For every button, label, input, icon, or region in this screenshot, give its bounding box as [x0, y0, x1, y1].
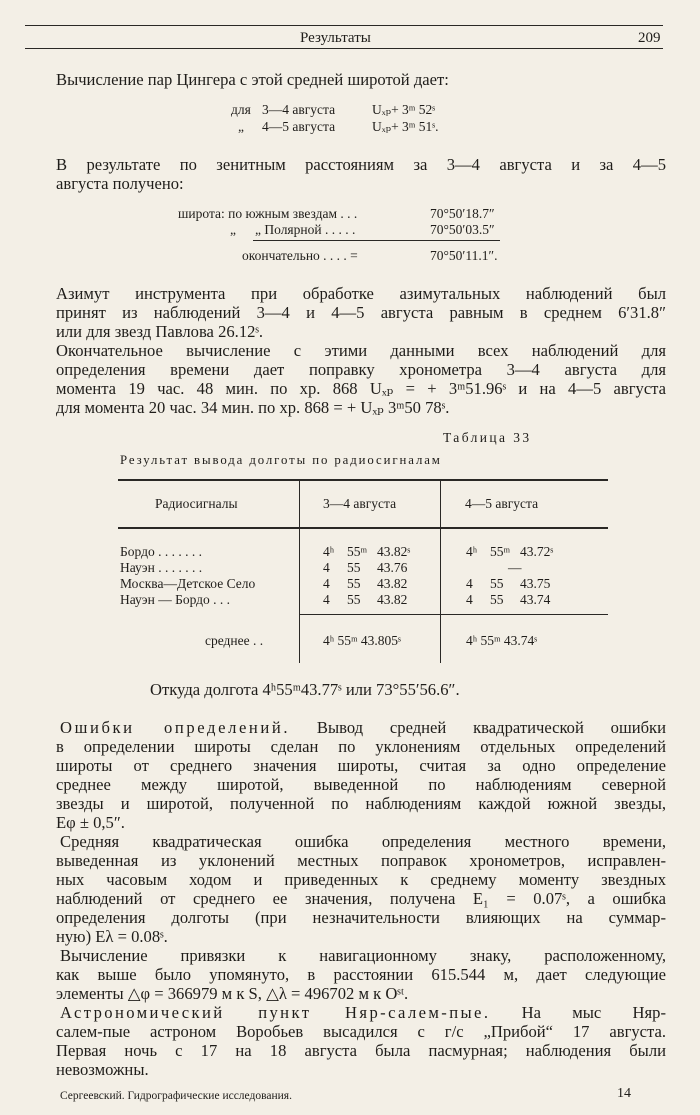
latitude-row-2-value: 70°50′03.5″ — [430, 222, 495, 237]
paragraph-errors-line-5: звезды и широтой, полученной по наблюдениям каждой южной звезды, — [56, 794, 666, 813]
table-row-1-name: Бордо . . . . . . . — [120, 544, 202, 559]
table-row-4-c1-h: 4 — [323, 592, 330, 607]
table-row-3-c1-m: 55 — [347, 576, 361, 591]
table-header-rule — [118, 527, 608, 529]
longitude-result: Откуда долгота 4ʰ55ᵐ43.77ˢ или 73°55′56.6″. — [150, 680, 460, 699]
table-row-3-c1-h: 4 — [323, 576, 330, 591]
paragraph-final-calc-line-1: Окончательное вычисление с этими данными всех наблюдений для — [56, 341, 666, 360]
paragraph-time-error-line-6: ную) Eλ = 0.08ˢ. — [56, 927, 168, 946]
table-mean-rule — [299, 614, 608, 615]
station-heading: Астрономический пункт Няр-салем-пые. — [60, 1003, 491, 1022]
table-row-1-c2-s: 43.72ˢ — [520, 544, 554, 559]
table-row-1-c1-h: 4ʰ — [323, 544, 335, 559]
paragraph-final-calc-line-3: момента 19 час. 48 мин. по хр. 868 Uₓₚ = + 3ᵐ51.96ˢ и на 4—5 августа — [56, 379, 666, 398]
zinger-row-2-prefix: „ — [238, 119, 244, 134]
paragraph-errors-line-2: в определении широты сделан по уклонениям отдельных определений — [56, 737, 666, 756]
zinger-row-1-dates: 3—4 августа — [262, 102, 336, 117]
paragraph-binding-line-3: элементы △φ = 366979 м к S, △λ = 496702 м к Oˢᵗ. — [56, 984, 409, 1003]
paragraph-time-error-line-1: Средняя квадратическая ошибка определения местного времени, — [60, 832, 666, 851]
table-row-2-c1-h: 4 — [323, 560, 330, 575]
paragraph-zinger-intro: Вычисление пар Цингера с этой средней широтой дает: — [56, 70, 449, 89]
table-mean-aug-3-4: 4ʰ 55ᵐ 43.805ˢ — [323, 633, 401, 648]
table-row-3-name: Москва—Детское Село — [120, 576, 256, 591]
latitude-final-label: окончательно . . . . = — [242, 248, 358, 263]
paragraph-station-line-2: салем-пые астроном Воробьев высадился с г/с „Прибой“ 17 августа. — [56, 1022, 666, 1041]
table-row-1-c2-h: 4ʰ — [466, 544, 478, 559]
paragraph-errors-line-3: широты от среднего значения широты, считая за одно определение — [56, 756, 666, 775]
table-row-4-c2-m: 55 — [490, 592, 504, 607]
paragraph-zenith-line-1: В результате по зенитным расстояниям за 3—4 августа и за 4—5 — [56, 155, 666, 174]
station-line-1-rest: На мыс Няр- — [490, 1003, 666, 1022]
table-row-2-name: Науэн . . . . . . . — [120, 560, 203, 575]
table-row-3-c1-s: 43.82 — [377, 576, 408, 591]
errors-heading: Ошибки определений. — [60, 718, 291, 737]
zinger-row-2-formula: Uₓₚ+ 3ᵐ 51ˢ. — [372, 119, 439, 134]
paragraph-final-calc-line-2: определения времени дает поправку хронометра 3—4 августа для — [56, 360, 666, 379]
table-row-2-c2-dash: — — [508, 560, 522, 575]
table-col-divider-1 — [299, 480, 300, 663]
paragraph-station-line-3: Первая ночь с 17 на 18 августа была пасмурная; наблюдения были — [56, 1041, 666, 1060]
paragraph-errors-line-1 — [60, 718, 666, 737]
errors-line-1-rest: Вывод средней квадратической ошибки — [290, 718, 667, 737]
header-top-rule — [25, 25, 663, 26]
latitude-row-2-label: „ Полярной . . . . . — [255, 222, 356, 237]
zinger-row-1-prefix: для — [231, 102, 251, 117]
paragraph-azimuth-line-1: Азимут инструмента при обработке азимутальных наблюдений был — [56, 284, 666, 303]
table-mean-aug-4-5: 4ʰ 55ᵐ 43.74ˢ — [466, 633, 538, 648]
latitude-final-value: 70°50′11.1″. — [430, 248, 498, 263]
paragraph-azimuth-line-3: или для звезд Павлова 26.12ˢ. — [56, 322, 264, 341]
paragraph-zenith-line-2: августа получено: — [56, 174, 184, 193]
table-row-2-c1-s: 43.76 — [377, 560, 408, 575]
paragraph-errors-line-6: Eφ ± 0,5″. — [56, 813, 125, 832]
footer-source: Сергеевский. Гидрографические исследования. — [60, 1090, 292, 1102]
paragraph-time-error-line-5: определения долготы (при незначительности влияющих на суммар- — [56, 908, 666, 927]
latitude-sum-rule — [253, 240, 500, 241]
header-bottom-rule — [25, 48, 663, 49]
table-row-4-c2-h: 4 — [466, 592, 473, 607]
table-row-1-c1-s: 43.82ˢ — [377, 544, 411, 559]
paragraph-final-calc-line-4: для момента 20 час. 34 мин. по хр. 868 = + Uₓₚ 3ᵐ50 78ˢ. — [56, 398, 450, 417]
table-mean-label: среднее . . — [205, 633, 264, 648]
table-header-aug-3-4: 3—4 августа — [323, 496, 397, 511]
header-page-number: 209 — [638, 30, 661, 46]
paragraph-errors-line-4: среднее между широтой, выведенной по наблюдениям северной — [56, 775, 666, 794]
paragraph-station-line-1 — [60, 1003, 666, 1022]
table-row-4-c1-m: 55 — [347, 592, 361, 607]
table-row-3-c2-h: 4 — [466, 576, 473, 591]
table-header-aug-4-5: 4—5 августа — [465, 496, 539, 511]
paragraph-binding-line-1: Вычисление привязки к навигационному знаку, расположенному, — [60, 946, 666, 965]
paragraph-azimuth-line-2: принят из наблюдений 3—4 и 4—5 августа равным в среднем 6′31.8″ — [56, 303, 666, 322]
table-row-3-c2-s: 43.75 — [520, 576, 551, 591]
paragraph-time-error-line-3: ных часовым ходом и приведенных к среднему моменту звездных — [56, 870, 666, 889]
zinger-row-2-dates: 4—5 августа — [262, 119, 336, 134]
paragraph-time-error-line-4: наблюдений от среднего ее значения, получена E₁ = 0.07ˢ, а ошибка — [56, 889, 666, 908]
table-row-3-c2-m: 55 — [490, 576, 504, 591]
table-row-4-c1-s: 43.82 — [377, 592, 408, 607]
paragraph-time-error-line-2: выведенная из уклонений местных поправок хронометров, исправлен- — [56, 851, 666, 870]
table-row-1-c1-m: 55ᵐ — [347, 544, 368, 559]
table-number: Таблица 33 — [443, 430, 532, 445]
table-caption: Результат вывода долготы по радиосигналам — [120, 453, 442, 467]
table-col-divider-2 — [440, 480, 441, 663]
zinger-row-1-formula: Uₓₚ+ 3ᵐ 52ˢ — [372, 102, 436, 117]
table-header-signals: Радиосигналы — [155, 496, 238, 511]
table-row-2-c1-m: 55 — [347, 560, 361, 575]
table-top-rule — [118, 479, 608, 481]
table-row-4-c2-s: 43.74 — [520, 592, 551, 607]
footer-signature-number: 14 — [617, 1086, 631, 1101]
latitude-row-1-label: широта: по южным звездам . . . — [178, 206, 358, 221]
latitude-row-2-mark: „ — [230, 222, 236, 237]
paragraph-binding-line-2: как выше было упомянуто, в расстоянии 615.544 м, дает следующие — [56, 965, 666, 984]
header-title: Результаты — [300, 30, 371, 46]
table-row-1-c2-m: 55ᵐ — [490, 544, 511, 559]
paragraph-station-line-4: невозможны. — [56, 1060, 149, 1079]
table-row-4-name: Науэн — Бордо . . . — [120, 592, 231, 607]
latitude-row-1-value: 70°50′18.7″ — [430, 206, 495, 221]
